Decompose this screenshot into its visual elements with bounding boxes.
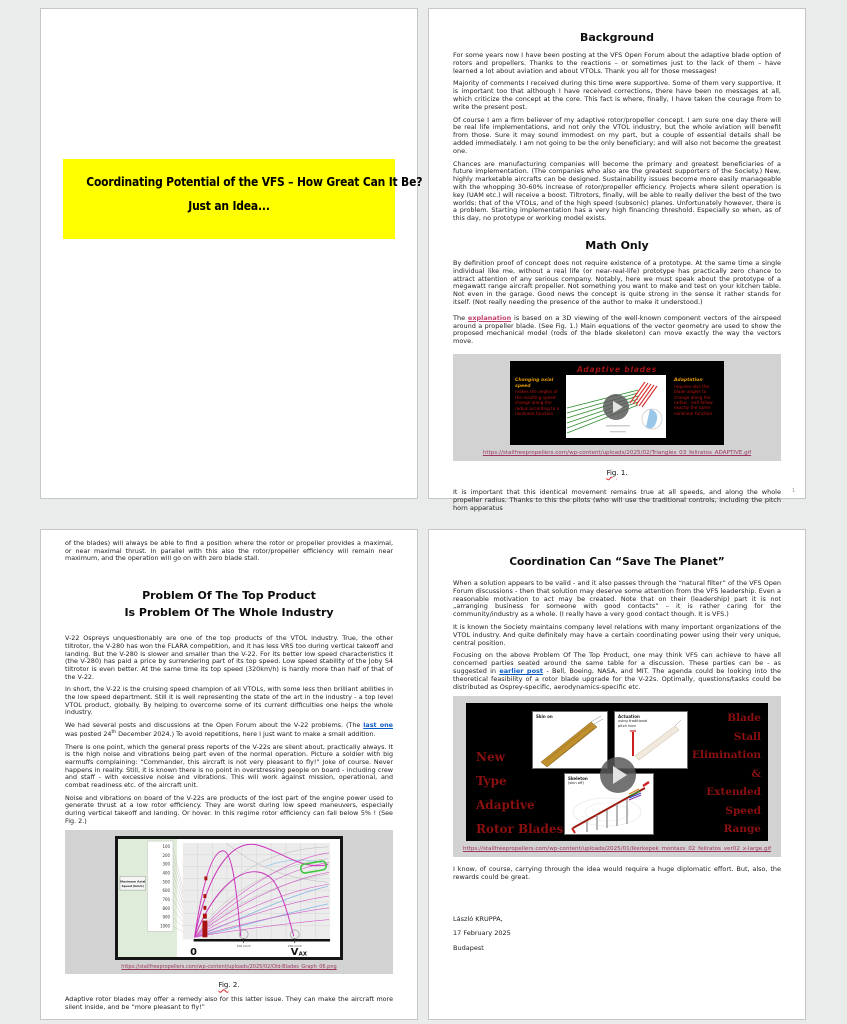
video-left-caption — [515, 378, 561, 417]
explanation-link[interactable]: explanation — [467, 313, 512, 322]
heading-line2: Is Problem Of The Whole Industry — [124, 606, 334, 620]
page-1 — [40, 8, 423, 499]
title-banner — [63, 159, 423, 239]
text-line: Stall — [733, 730, 761, 743]
paragraph: It is important that this identical movement remains true at all speeds, and along the whole propeller radius. Thanks to this the pilots (who will use the traditional controls, including the pitch horn apparatus — [453, 487, 781, 512]
efficiency-chart — [115, 836, 343, 960]
paragraph-with-link — [453, 315, 781, 346]
vax-label-sub: AX — [298, 951, 307, 958]
caption-fig-word: Fig — [218, 981, 229, 990]
svg-text:300: 300 — [162, 862, 171, 868]
origin-label: 0 — [190, 947, 198, 959]
text-run: Focusing on the above Problem Of The Top Product, one may think VFS can achieve to have all concerned parties seated around the same table for a discussion. These parties can be - as suggested in — [453, 651, 781, 675]
signature-name: László KRUPPA, — [453, 914, 503, 923]
text-run: is based on a 3D viewing of the well-known component vectors of the airspeed around a propeller blade. (See Fig. 1.) Main equations of the vector geometry are used to show the proposed mechanical model (rods of the blade skeleton) can move exactly the way the vectors move. — [453, 313, 781, 346]
signature-block — [453, 912, 781, 955]
text-run: We had several posts and discussions at the Open Forum about the V-22 problems. (The — [65, 721, 364, 730]
paragraph: In short, the V-22 is the cruising speed champion of all VTOLs, with some less then brilliant abilities in the low speed department. Still it is well representing the state of the art in the industry - a top level VTOL product, globally. By helping to overcome some of its current difficulties one helps the whole industry. — [65, 685, 393, 717]
speed-label-line1: Maximum Axial — [120, 879, 146, 884]
paragraph: Chances are manufacturing companies will become the primary and greatest beneficiaries of a future implementation. (The companies who also are the greatest supporters of the Society.) New, highly marketable aircrafts can be designed. Sustainability issues become more easily manageable with the whopping 30-60% increase of rotor/propeller efficiency. Projects where silent operation is key (UAM etc.) will receive a boost. Tiltrotors, finally, will be able to really deliver the best of the two worlds: that of the VTOLs, and of the high speed (subsonic) planes. Unfortunately however, there is a problem. Starting implementation has a very high financing threshold. Especially so when, as of this day, no prototype or working model exists. — [453, 159, 781, 223]
skin-on-blade — [533, 712, 607, 768]
text-line: New — [476, 750, 505, 765]
caption-rest: . 1. — [616, 468, 628, 477]
doc-title-line2: Just an Idea... — [188, 197, 270, 213]
video-title: Adaptive blades — [576, 364, 658, 374]
paragraph-with-link — [453, 652, 781, 691]
heading-background: Background — [579, 31, 655, 44]
signature-date: 17 February 2025 — [453, 929, 511, 938]
text-line: Type — [476, 774, 507, 789]
vax-label-v: V — [290, 947, 299, 959]
tick-label-100: 100 km/h — [236, 944, 251, 949]
tick-label-200: 200 km/h — [287, 944, 302, 949]
panel-subtitle: (skin off) — [568, 781, 584, 786]
text-run: December 2024.) To avoid repetitions, here I just want to make a small addition. — [116, 729, 376, 738]
superscript: th — [111, 729, 117, 735]
svg-text:400: 400 — [162, 870, 171, 876]
svg-text:800: 800 — [162, 906, 171, 912]
caption-rest: . 2. — [228, 981, 240, 990]
text-run: The — [453, 313, 468, 322]
svg-text:600: 600 — [162, 888, 171, 894]
panel-title: Skin on — [536, 714, 553, 720]
paragraph: Of course I am a firm believer of my adaptive rotor/propeller concept. I am sure one day there will be real life implementations, and not only the VTOL industry, but the whole aviation will benefit from those. Sure it may sound immodest on my part, but a couple of essential details shall be added immediately. I am not going to be the only beneficiary; and will also not become the greatest one. — [453, 115, 781, 155]
paragraph: Noise and vibrations on board of the V-22s are products of the lost part of the engine power used to generate thrust at a low rotor efficiency. They are worst during low speed maneuvers, especially during vertical takeoff and landing. Or hover. In this regime rotor efficiency can fall below 5% ! (See Fig. 2.) — [65, 793, 393, 825]
figure-2-block — [65, 830, 393, 974]
paragraph: It is known the Society maintains company level relations with many important organizations of the VTOL industry. And quite definitely may have a certain coordinating power using their very unique, central position. — [453, 622, 781, 647]
panel-title: Actuation using traditional pitch horn — [618, 714, 648, 728]
caption-body: makes the angles of the resulting speed change along the radius according to a nonlinear function. — [515, 389, 560, 417]
text-line: Range — [723, 823, 761, 836]
caption-body: requires also the blade angles to change along the radius - and follow exactly the same nonlinear function. — [674, 383, 714, 416]
figure-1-block — [453, 354, 781, 461]
paragraph: Majority of comments I received during this time were supportive. Some of them very supportive. It is important too that although I have received corrections, there have been no messages at all, which criticize the concept at the core. This fact is where, finally, I have taken the courage from to write the present post. — [453, 79, 781, 111]
blue-sector — [646, 409, 657, 428]
caption-heading: Changing axial speed — [515, 377, 554, 389]
figure-1-caption — [453, 469, 781, 477]
text-run: was posted 24 — [65, 729, 112, 738]
paragraph: of the blades) will always be able to find a position where the rotor or propeller provides a maximal, or near maximal thrust. In parallel with this also the rotor/propeller efficiency will remain near maximum, and the operation will go on with zero blade stall. — [65, 539, 393, 563]
formula-line — [606, 425, 630, 427]
paragraph: For some years now I have been posting at the VFS Open Forum about the adaptive blade option of rotors and propellers. Thanks to the reactions – or sometimes just to the lack of them – have learned a lot about aviation and about VTOLs. Thank you all for those messages! — [453, 51, 781, 75]
video-thumbnail-rotor-blades — [466, 703, 768, 841]
text-line: Extended — [706, 786, 761, 799]
paragraph: There is one point, which the general press reports of the V-22s are silent about, practically always. It is the high noise and vibrations being part even of the normal operation. Picture a soldier with big earmuffs complaining: “Commander, this aircraft is not very pleasant to fly!” Joke of course. Never happens in reality. Still, it is known there is no point in overstressing people on board - including crew and staff - with excessive noise and vibrations. This will work against mission, operational, and combat readiness etc. of the aircraft unit. — [65, 742, 393, 789]
paragraph: When a solution appears to be valid - and it also passes through the “natural filter” of the VFS Open Forum discussions - then that solution may deserve some attention from the VFS leadership. Even a reasonable motivation to act may be created. Note that on their (leadership) part it is not „arranging business for someone with good contacts” – it is rather caring for the community/industry as a whole. (I really have a very good contact though. It is VFS.) — [453, 579, 781, 619]
caption-heading: Adaptation — [674, 377, 703, 383]
video-right-text — [692, 709, 761, 839]
svg-text:1000: 1000 — [160, 923, 171, 929]
figure-1-link[interactable]: https://stallfreepropellers.com/wp-content/uploads/2025/02/Triangles_03_feliratos_ADAPTIVE.gif — [482, 449, 752, 456]
paragraph: I know, of course, carrying through the idea would require a huge diplomatic effort. But, also, the rewards could be great. — [453, 865, 781, 882]
heading-math-only: Math Only — [585, 238, 649, 252]
figure-3-link[interactable]: https://stallfreepropellers.com/wp-content/uploads/2025/01/Ikerkepek_montazs_02_feliratos_ver02_x-large.gif — [462, 846, 772, 853]
figure-3-block — [453, 696, 781, 857]
text-line: Blade — [727, 712, 761, 725]
formula-line — [610, 431, 626, 432]
paragraph: By definition proof of concept does not require existence of a prototype. At the same time a single individual like me, without a real life (or near-real-life) prototype has practically zero chance to attract attention of any serious company. Notably, here we must speak about the prototype of a megawatt range aircraft propeller. Not something you want to make and test on your kitchen table. Not even in the garage. Good news the concept is quite strong in the sense it rather stands for itself. (Not really needing the presence of the author to make it understood.) — [453, 258, 781, 306]
svg-text:100: 100 — [162, 844, 171, 850]
text-run: - Bell, Boeing, NASA, and MIT. The agenda could be looking into the theoretical feasibility of a rotor blade upgrade for the V-22s. Optimally, questions/tasks could be distributed as Osprey-specific, aerodynamics-specific etc. — [453, 666, 781, 691]
panel-skin-on — [532, 711, 608, 769]
text-line: Elimination — [692, 749, 761, 762]
paragraph-with-link — [65, 722, 393, 739]
text-line: Adaptive — [476, 798, 535, 813]
text-line: Speed — [725, 804, 761, 817]
svg-text:200: 200 — [162, 853, 171, 859]
last-one-link[interactable]: last one — [363, 721, 393, 730]
figure-2-caption — [65, 981, 393, 989]
caption-fig-word: Fig — [606, 468, 617, 477]
page-number: 1 — [791, 488, 795, 494]
signature-city: Budapest — [453, 943, 484, 952]
heading-line1: Problem Of The Top Product — [142, 589, 316, 603]
heading-problem — [65, 587, 393, 621]
panel-title: Skeleton (skin off) — [568, 776, 598, 785]
heading-coordination: Coordination Can “Save The Planet” — [509, 556, 725, 568]
text-line: & — [751, 767, 761, 780]
paragraph: Adaptive rotor blades may offer a remedy also for this latter issue. They can make the aircraft more silent inside, and be “more pleasant to fly!” — [65, 995, 393, 1012]
page-3 — [40, 529, 418, 1020]
figure-2-link[interactable]: https://stallfreepropellers.com/wp-content/uploads/2025/02/Old-Blades_Graph_06.png — [121, 964, 337, 971]
page-2 — [428, 8, 806, 512]
paragraph: V-22 Ospreys unquestionably are one of the top products of the VTOL industry. True, the other tiltrotor, the V-280 has won the FLARA competition, and it has less VRS too during vertical takeoff and landing. But the V-280 is slower and smaller than the V-22. For its better low speed characteristics it (the V-280) has paid a price by surrendering part of its top speed. Low speed stability of the Joby S4 tiltrotor is even better. At the same time its top speed (320km/h) is hardly more than half of that of the V-22. — [65, 634, 393, 681]
page-4 — [428, 529, 806, 1020]
chart-graphic — [118, 839, 334, 957]
svg-text:500: 500 — [162, 879, 171, 885]
svg-text:700: 700 — [162, 897, 171, 903]
doc-title-line1: Coordinating Potential of the VFS – How Great Can It Be? — [86, 174, 423, 189]
earlier-post-link[interactable]: earlier post — [499, 666, 544, 675]
video-thumbnail-adaptive-blades — [510, 361, 724, 445]
play-button[interactable] — [603, 394, 629, 420]
speed-label-line2: Speed (km/h) — [121, 884, 144, 889]
video-right-caption — [674, 378, 720, 416]
panel-subtitle: using traditional pitch horn — [618, 719, 648, 728]
svg-text:900: 900 — [162, 915, 171, 921]
text-line: Rotor Blades — [476, 822, 564, 837]
